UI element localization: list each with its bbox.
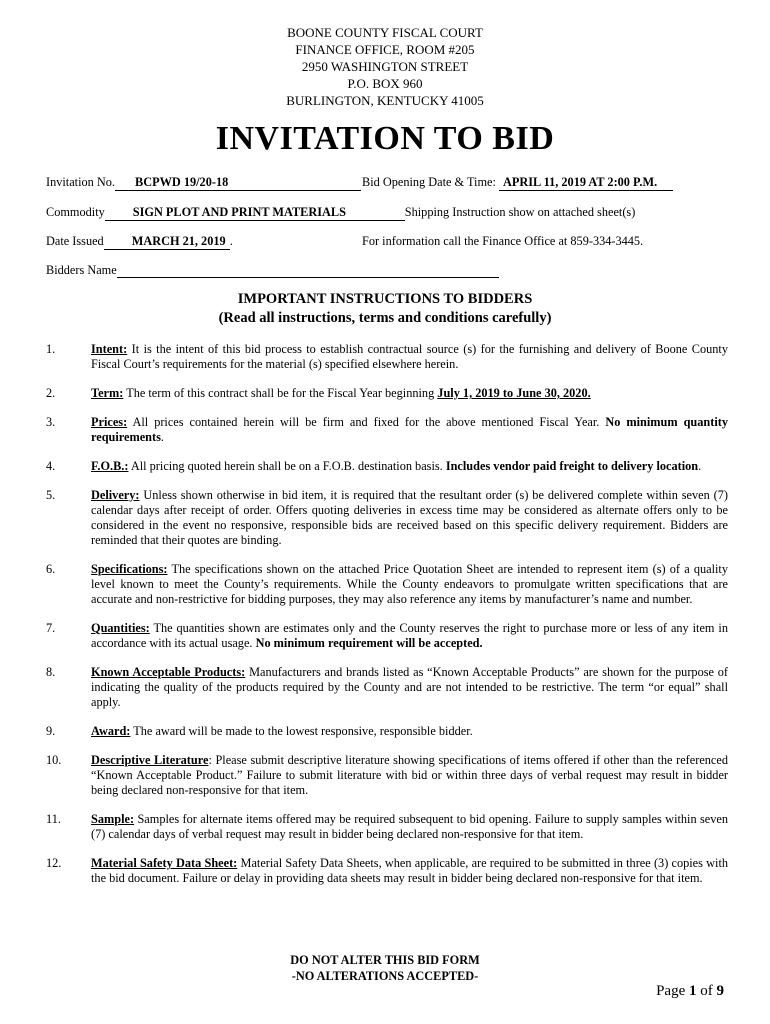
item-text: Unless shown otherwise in bid item, it is required that the resultant order (s) be delivered complete within seven (7) calendar days after receipt of order. Offers quoting deliveries in excess time may be considered as alternate offers only to be considered in the event no responsive, responsible bids are received based on this specific delivery requirement. Bidders are reminded that their quotes are binding.: [91, 488, 728, 547]
item-emphasis: No minimum requirement will be accepted.: [255, 636, 483, 650]
page-number: [656, 983, 724, 1000]
list-item: [46, 621, 728, 651]
item-number: 2.: [46, 386, 56, 400]
item-tail: .: [160, 430, 164, 444]
page-of-word: of: [696, 983, 717, 999]
item-number: 10.: [46, 753, 62, 767]
item-number: 11.: [46, 812, 61, 826]
item-number: 12.: [46, 856, 62, 870]
commodity-value: SIGN PLOT AND PRINT MATERIALS: [132, 205, 346, 219]
commodity-row: [46, 205, 635, 221]
item-text: All pricing quoted herein shall be on a F.O.B. destination basis.: [130, 459, 446, 473]
item-text: Samples for alternate items offered may be required subsequent to bid opening. Failure to supply samples within seven (7) calendar days of verbal request may result in bidder being declared non-responsive for that item.: [91, 812, 729, 841]
item-tail: .: [698, 459, 702, 473]
date-issued-field[interactable]: [104, 234, 230, 250]
item-number: 3.: [46, 415, 56, 429]
item-heading: Delivery:: [91, 488, 140, 502]
item-heading: Descriptive Literature: [91, 753, 209, 767]
bid-opening-field[interactable]: [499, 175, 673, 191]
item-term-dates: July 1, 2019 to June 30, 2020.: [437, 386, 591, 400]
item-text: Material Safety Data Sheets, when applicable, are required to be submitted in three (3) copies with the bid document. Failure or delay in providing data sheets may result in bidder being declared non-responsive for that item.: [91, 856, 729, 885]
bidders-name-field[interactable]: [117, 264, 499, 278]
item-text: It is the intent of this bid process to establish contractual source (s) for the furnishing and delivery of Boone County Fiscal Court’s requirements for the material (s) specified elsewhere herein.: [91, 342, 728, 371]
document-title: INVITATION TO BID: [215, 120, 555, 157]
bid-opening-value: APRIL 11, 2019 AT 2:00 P.M.: [502, 175, 658, 189]
date-issued-row: [46, 234, 233, 250]
list-item: [46, 488, 728, 548]
item-heading: Prices:: [91, 415, 128, 429]
item-heading: Specifications:: [91, 562, 168, 576]
page-current: 1: [689, 983, 697, 999]
bidders-name-label: Bidders Name: [46, 263, 117, 277]
bidders-name-row: [46, 263, 499, 278]
item-heading: Known Acceptable Products:: [91, 665, 246, 679]
warning-footer: [0, 952, 770, 984]
item-emphasis: No minimum quantity requirements: [91, 415, 728, 444]
info-call-text: For information call the Finance Office at 859-334-3445.: [362, 234, 644, 248]
item-text: All prices contained herein will be firm and fixed for the above mentioned Fiscal Year.: [132, 415, 606, 429]
item-number: 8.: [46, 665, 56, 679]
list-item: [46, 459, 728, 474]
item-number: 4.: [46, 459, 56, 473]
item-heading: Sample:: [91, 812, 135, 826]
item-heading: Material Safety Data Sheet:: [91, 856, 238, 870]
list-item: [46, 562, 728, 607]
item-number: 1.: [46, 342, 56, 356]
item-number: 6.: [46, 562, 56, 576]
item-text: The term of this contract shall be for the Fiscal Year beginning: [126, 386, 438, 400]
commodity-field[interactable]: [105, 205, 405, 221]
item-heading: Intent:: [91, 342, 128, 356]
page-total: 9: [716, 983, 724, 999]
instructions-list: [46, 342, 728, 900]
list-item: [46, 724, 728, 739]
item-text: The quantities shown are estimates only and the County reserves the right to purchase more or less of any item in accordance with its actual usage.: [91, 621, 728, 650]
invitation-row: [46, 175, 361, 191]
item-emphasis: Includes vendor paid freight to delivery location: [445, 459, 699, 473]
item-text: The award will be made to the lowest responsive, responsible bidder.: [133, 724, 473, 738]
item-heading: F.O.B.:: [91, 459, 129, 473]
list-item: [46, 386, 728, 401]
footer-line-2: -NO ALTERATIONS ACCEPTED-: [291, 969, 479, 983]
header-line-4: P.O. BOX 960: [347, 76, 423, 91]
item-text: Manufacturers and brands listed as “Known Acceptable Products” are shown for the purpose of indicating the quality of the products required by the County and are not intended to be restrictive. The term “or equal” shall apply.: [91, 665, 728, 709]
footer-line-1: DO NOT ALTER THIS BID FORM: [290, 953, 480, 967]
shipping-instruction-text: Shipping Instruction show on attached sheet(s): [404, 205, 636, 219]
item-heading: Term:: [91, 386, 124, 400]
item-text: The specifications shown on the attached Price Quotation Sheet are intended to represent item (s) of a quality level known to meet the County’s requirements. While the County endeavors to promulgate written specifications that are accurate and non-restrictive for bidding purposes, they may also reference any items by manufacturer’s name and number.: [91, 562, 728, 606]
list-item: [46, 415, 728, 445]
item-number: 9.: [46, 724, 56, 738]
header-line-3: 2950 WASHINGTON STREET: [301, 59, 469, 74]
instructions-subtitle: (Read all instructions, terms and conditions carefully): [218, 310, 552, 326]
instructions-title: IMPORTANT INSTRUCTIONS TO BIDDERS: [237, 291, 533, 307]
item-number: 7.: [46, 621, 56, 635]
bid-opening-label: Bid Opening Date & Time:: [362, 175, 496, 189]
address-header: [0, 24, 770, 109]
item-text: : Please submit descriptive literature showing specifications of items offered if other than the referenced “Known Acceptable Product.” Failure to submit literature with bid or within three days of verbal request may result in bidder being declared non-responsive for that item.: [91, 753, 728, 797]
date-issued-value: MARCH 21, 2019: [131, 234, 226, 248]
date-issued-period: .: [229, 234, 233, 248]
header-line-1: BOONE COUNTY FISCAL COURT: [287, 25, 483, 40]
date-issued-label: Date Issued: [46, 234, 104, 248]
item-number: 5.: [46, 488, 56, 502]
invitation-number-field[interactable]: [115, 175, 361, 191]
header-line-5: BURLINGTON, KENTUCKY 41005: [286, 93, 484, 108]
page-word: Page: [656, 983, 689, 999]
invitation-label: Invitation No.: [46, 175, 115, 189]
list-item: [46, 856, 728, 886]
list-item: [46, 665, 728, 710]
invitation-number-value: BCPWD 19/20-18: [135, 175, 229, 189]
list-item: [46, 812, 728, 842]
commodity-label: Commodity: [46, 205, 105, 219]
bid-opening-row: [362, 175, 673, 191]
item-heading: Award:: [91, 724, 131, 738]
instructions-heading: [0, 290, 770, 328]
list-item: [46, 753, 728, 798]
list-item: [46, 342, 728, 372]
header-line-2: FINANCE OFFICE, ROOM #205: [295, 42, 475, 57]
item-heading: Quantities:: [91, 621, 150, 635]
